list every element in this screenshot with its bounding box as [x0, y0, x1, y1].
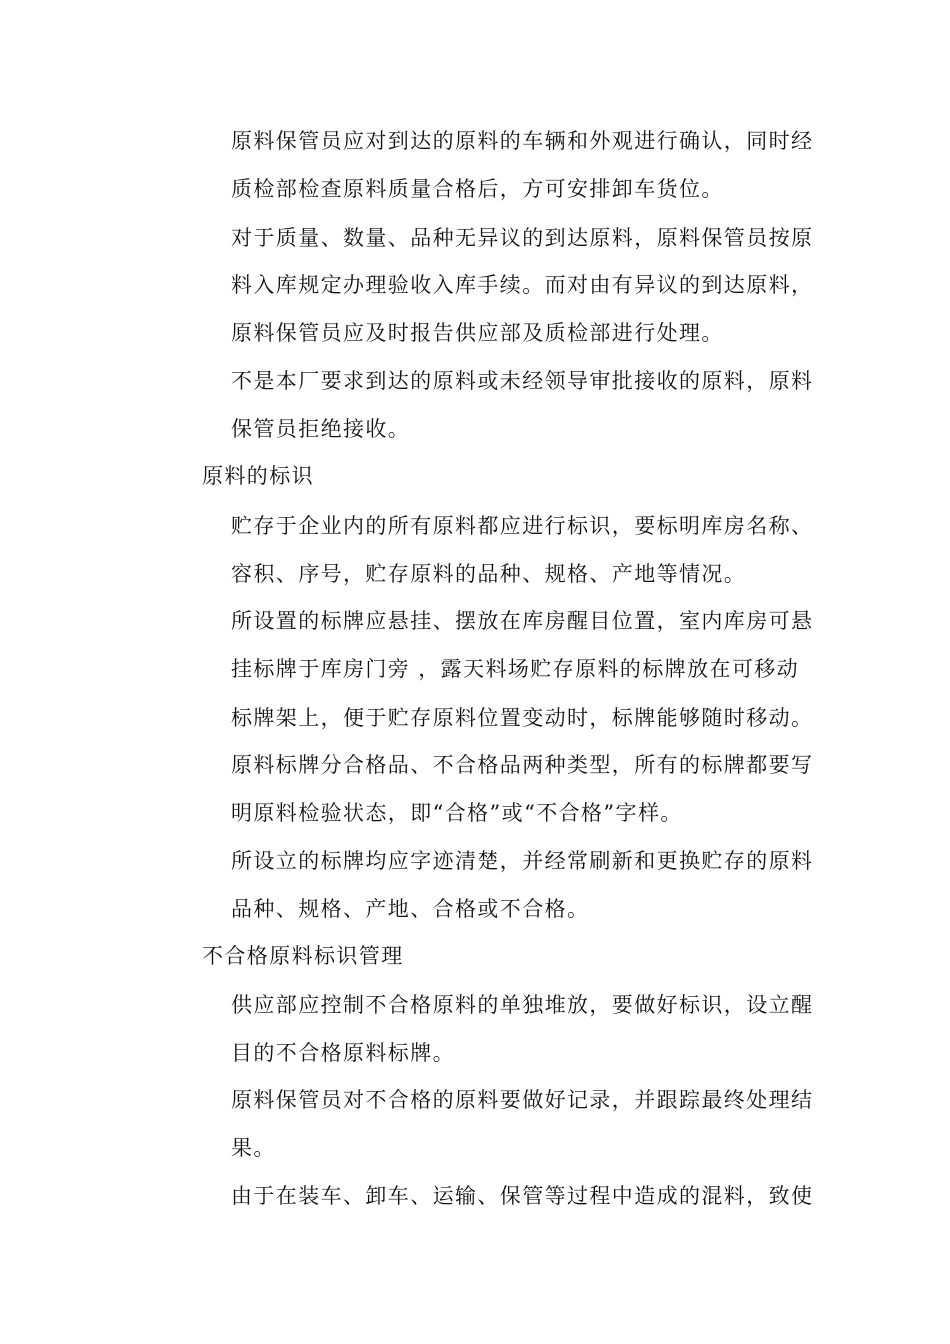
text-line: 品种、规格、产地、合格或不合格。: [231, 897, 590, 921]
text-line: 挂标牌于库房门旁 ，露天料场贮存原料的标牌放在可移动: [231, 657, 800, 681]
text-line: 容积、序号，贮存原料的品种、规格、产地等情况。: [231, 562, 747, 586]
text-line: 标牌架上，便于贮存原料位置变动时，标牌能够随时移动。: [231, 706, 814, 730]
section-heading: 原料的标识: [202, 464, 314, 488]
text-line: 明原料检验状态，即“合格”或“不合格”字样。: [231, 801, 683, 825]
text-line: 原料标牌分合格品、不合格品两种类型，所有的标牌都要写: [231, 753, 814, 777]
section-heading: 不合格原料标识管理: [202, 944, 404, 968]
text-line: 由于在装车、卸车、运输、保管等过程中造成的混料，致使: [231, 1184, 814, 1208]
text-line: 所设置的标牌应悬挂、摆放在库房醒目位置，室内库房可悬: [231, 609, 814, 633]
text-line: 供应部应控制不合格原料的单独堆放，要做好标识，设立醒: [231, 993, 814, 1017]
text-line: 果。: [231, 1136, 276, 1160]
text-line: 贮存于企业内的所有原料都应进行标识，要标明库房名称、: [231, 514, 814, 538]
text-line: 原料保管员应及时报告供应部及质检部进行处理。: [231, 321, 724, 345]
text-line: 保管员拒绝接收。: [231, 417, 411, 441]
text-line: 原料保管员应对到达的原料的车辆和外观进行确认，同时经: [231, 129, 814, 153]
text-line: 不是本厂要求到达的原料或未经领导审批接收的原料，原料: [231, 369, 814, 393]
text-line: 质检部检查原料质量合格后，方可安排卸车货位。: [231, 177, 724, 201]
text-line: 对于质量、数量、品种无异议的到达原料，原料保管员按原: [231, 226, 814, 250]
text-line: 料入库规定办理验收入库手续。而对由有异议的到达原料，: [231, 273, 814, 297]
text-line: 目的不合格原料标牌。: [231, 1041, 455, 1065]
text-line: 原料保管员对不合格的原料要做好记录，并跟踪最终处理结: [231, 1088, 814, 1112]
text-line: 所设立的标牌均应字迹清楚，并经常刷新和更换贮存的原料: [231, 849, 814, 873]
